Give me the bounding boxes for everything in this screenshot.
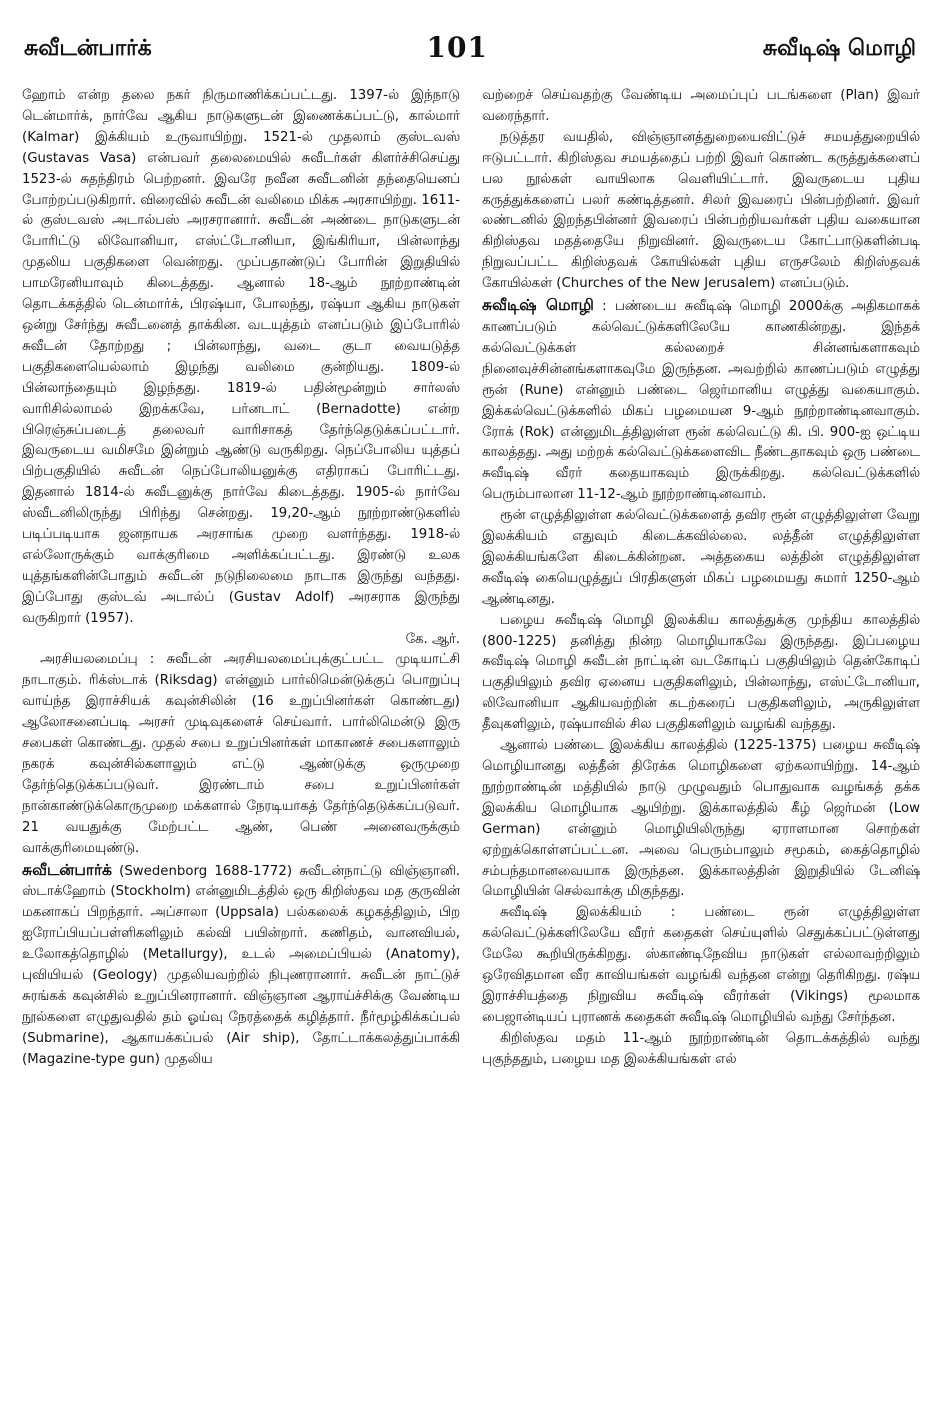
right-paragraph-5: பழைய சுவீடிஷ் மொழி இலக்கிய காலத்துக்கு முந்திய காலத்தில் (800-1225) தனித்து நின்ற மொழியாகவே இருந்தது. இப்பழைய சுவீடிஷ் மொழி சுவீடன் நாட்டின் வடகோடிப் பகுதியிலும் தென்கோடிப் பகுதியிலும் தவிர ஏனைய பகுதிகளிலும், பின்லாந்து, எஸ்ட்டோனியா, லிவோனியா ஆகியவற்றின் கடற்கரைப் பகுதிகளிலும், அருகிலுள்ள தீவுகளிலும், ரஷ்யாவில் சில பகுதிகளிலும் வழங்கி வந்தது. [482, 612, 920, 733]
left-paragraph-swedenborg [22, 860, 460, 1071]
left-column [22, 86, 460, 1071]
right-column [482, 86, 920, 1071]
right-paragraph-2: நடுத்தர வயதில், விஞ்ஞானத்துறையைவிட்டுச் சமயத்துறையில் ஈடுபட்டார். கிறிஸ்தவ சமயத்தைப் பற்றி இவர் கொண்ட கருத்துக்களைப் பல நூல்கள் வாயிலாக வெளியிட்டார். இவருடைய புதிய கருத்துக்களைப் பலர் கண்டித்தனர். சிலர் இவரைப் பின்பற்றினர். இவர் லண்டனில் இறந்தபின்னர் இவரைப் பின்பற்றியவர்கள் புதிய வகையான கிறிஸ்தவ மதத்தையே நிறுவினர். இவருடைய கோட்பாடுகளின்படி நிறுவப்பட்ட கிறிஸ்தவக் கோயில்கள் புதிய எருசலேம் கிறிஸ்தவக் கோயில்கள் (Churches of the New Jerusalem) எனப்படும். [482, 129, 920, 292]
right-paragraph-7: சுவீடிஷ் இலக்கியம் : பண்டை ரூன் எழுத்திலுள்ள கல்வெட்டுக்களிலேயே வீரர் கதைகள் செய்யுளில் செதுக்கப்பட்டுள்ளது மேலே கூறியிருக்கிறது. ஸ்காண்டிநேவிய நாடுகள் எல்லாவற்றிலும் ஒரேவிதமான வீர காவியங்கள் வழங்கி வந்தன என்று தெரிகிறது. ரஷ்ய இராச்சியத்தை நிறுவிய சுவீடிஷ் வீரர்கள் (Vikings) மூலமாக பைஜான்டியப் புராணக் கதைகள் சுவீடிஷ் மொழியில் வந்து சேர்ந்தன. [482, 905, 920, 1025]
right-paragraph-6: ஆனால் பண்டை இலக்கிய காலத்தில் (1225-1375) பழைய சுவீடிஷ் மொழியானது லத்தீன் திரேக்க மொழிகளை ஏற்கலாயிற்று. 14-ஆம் நூற்றாண்டின் மத்தியில் நாடு முழுவதும் பொதுவாக வழங்கத் தக்க இலக்கிய மொழியாக ஆயிற்று. இக்காலத்தில் கீழ் ஜெர்மன் (Low German) என்னும் மொழியிலிருந்து ஏராளமான சொற்கள் ஏற்றுக்கொள்ளப்பட்டன. அவை பெரும்பாலும் சமூகம், கைத்தொழில் சம்பந்தமானவையாக இருந்தன. இக்காலத்தின் இறுதியில் டேனிஷ் மொழியின் செல்வாக்கு மிகுந்தது. [482, 738, 920, 900]
right-paragraph-4: ரூன் எழுத்திலுள்ள கல்வெட்டுக்களைத் தவிர ரூன் எழுத்திலுள்ள வேறு இலக்கியம் எதுவும் கிடைக்கவில்லை. லத்தீன் எழுத்திலுள்ள இலக்கியங்களே கிடைக்கின்றன. அத்தகைய லத்தின் எழுத்திலுள்ள சுவீடிஷ் கையெழுத்துப் பிரதிகளுள் மிகப் பழமையது சுமார் 1250-ஆம் ஆண்டினது. [482, 508, 920, 607]
running-head-left: சுவீடன்பார்க் [24, 36, 152, 61]
running-head-right: சுவீடிஷ் மொழி [762, 36, 916, 61]
history-text: ஹோம் என்ற தலை நகர் நிருமாணிக்கப்பட்டது. 1397-ல் இந்நாடு டென்மார்க், நார்வே ஆகிய நாடுகளுடன் இணைக்கப்பட்டு, கால்மார் (Kalmar) இக்கியம் உருவாயிற்று. 1521-ல் முதலாம் குஸ்டவஸ் (Gustavas Vasa) என்பவர் தலைமையில் சுவீடர்கள் கிளர்ச்சிசெய்து 1523-ல் சுதந்திரம் பெற்றனர். இவரே நவீன சுவீடனின் தந்தையெனப் போற்றப்படுகிறார். விரைவில் சுவீடன் வலிமை மிக்க அரசாயிற்று. 1611-ல் குஸ்டவஸ் அடால்பஸ் அரசரானார். சுவீடன் அண்டை நாடுகளுடன் போரிட்டு லிவோனியா, எஸ்ட்டோனியா, இங்கிரியா, பின்லாந்து முதலிய பகுதிகளை வென்றது. முப்பதாண்டுப் போரின் இறுதியில் பாமரேனியாவும் கிடைத்தது. ஆனால் 18-ஆம் நூற்றாண்டின் தொடக்கத்தில் டென்மார்க், பிரஷ்யா, போலந்து, ரஷ்யா ஆகிய நாடுகள் ஒன்று சேர்ந்து சுவீடனைத் தாக்கின. வடயுத்தம் எனப்படும் இப்போரில் சுவீடன் தோற்றது ; பின்லாந்து, வடை குடா வையடுத்த பகுதிகளையெல்லாம் இழந்து வலிமை குன்றியது. 1809-ல் பின்லாந்தையும் இழந்தது. 1819-ல் பதின்மூன்றும் சார்லஸ் வாரிசில்லாமல் இறக்கவே, பர்னடாட் (Bernadotte) என்ற பிரெஞ்சுப்படைத் தலைவர் வாரிசாகத் தேர்ந்தெடுக்கப்பட்டார். இவருடைய வமிசமே இன்றும் ஆண்டு வருகிறது. நெப்போலிய யுத்தப் பிற்பகுதியில் சுவீடன் நெப்போலியனுக்கு எதிராகப் போரிட்டது. இதனால் 1814-ல் சுவீடனுக்கு நார்வே கிடைத்தது. 1905-ல் நார்வே ஸ்வீடனிலிருந்து பிரிந்து சென்றது. 19,20-ஆம் நூற்றாண்டுகளில் படிப்படியாக ஜனநாயக அரசாங்க முறை வளர்ந்தது. 1918-ல் எல்லோருக்கும் வாக்குரிமை அளிக்கப்பட்டது. இரண்டு உலக யுத்தங்களின்போதும் சுவீடன் நடுநிலைமை நாடாக இருந்து வந்தது. இப்போது குஸ்டவ் அடால்ப் (Gustav Adolf) அரசராக இருந்து வருகிறார் (1957). [22, 88, 460, 626]
author-initials: கே. ஆர். [405, 631, 460, 647]
swedenborg-text: (Swedenborg 1688-1772) சுவீடன்நாட்டு விஞ்ஞானி. ஸ்டாக்ஹோம் (Stockholm) என்னுமிடத்தில் ஒரு கிறிஸ்தவ மத குருவின் மகனாகப் பிறந்தார். அப்சாலா (Uppsala) பல்கலைக் கழகத்திலும், பிற ஐரோப்பியப்பள்ளிகளிலும் கல்வி பயின்றார். கணிதம், வானவியல், உலோகத்தொழில் (Metallurgy), உடல் அமைப்பியல் (Anatomy), புவியியல் (Geology) முதலியவற்றில் நிபுணரானார். சுவீடன் நாட்டுச் சுரங்கக் கவுன்சில் உறுப்பினரானார். விஞ்ஞான ஆராய்ச்சிக்கு வேண்டிய நூல்களை எழுதுவதில் தம் ஓய்வு நேரத்தைக் கழித்தார். நீர்மூழ்கிக்கப்பல் (Submarine), ஆகாயக்கப்பல் (Air ship), தோட்டாக்கலத்துப்பாக்கி (Magazine-type gun) முதலிய [22, 863, 460, 1067]
right-paragraph-swedish-language [482, 295, 920, 506]
right-paragraph-8: கிறிஸ்தவ மதம் 11-ஆம் நூற்றாண்டின் தொடக்கத்தில் வந்து புகுந்ததும், பழைய மத இலக்கியங்கள் எல் [482, 1030, 920, 1067]
page-header [24, 28, 916, 64]
entry-heading-swedenborg: சுவீடன்பார்க் [22, 860, 112, 879]
left-paragraph-constitution: அரசியலமைப்பு : சுவீடன் அரசியலமைப்புக்குட்பட்ட முடியாட்சி நாடாகும். ரிக்ஸ்டாக் (Riksdag) என்னும் பார்லிமென்டுக்குப் பொறுப்பு வாய்ந்த இராச்சியக் கவுன்சிலின் (16 உறுப்பினர்கள் கொண்டது) ஆலோசனைப்படி அரசர் முடிவுகளைச் செய்வார். பார்லிமென்டு இரு சபைகள் கொண்டது. முதல் சபை உறுப்பினர்கள் மாகாணச் சபைகளாலும் நகரக் கவுன்சில்களாலும் எட்டு ஆண்டுக்கு ஒருமுறை தேர்ந்தெடுக்கப்படுவர். இரண்டாம் சபை உறுப்பினர்கள் நான்காண்டுக்கொருமுறை மக்களால் நேரடியாகத் தேர்ந்தெடுக்கப்படுவர். 21 வயதுக்கு மேற்பட்ட ஆண், பெண் அனைவருக்கும் வாக்குரிமையுண்டு. [22, 652, 460, 856]
swedish-language-text: : பண்டைய சுவீடிஷ் மொழி 2000க்கு அதிகமாகக் காணப்படும் கல்வெட்டுக்களிலேயே காணகின்றது. இந்தக் கல்வெட்டுக்கள் கல்லறைச் சின்னங்களாகவும் நினைவுச்சின்னங்களாகவுமே இருந்தன. அவற்றில் காணப்படும் எழுத்து ரூன் (Rune) என்னும் பண்டை ஜெர்மானிய எழுத்து வகையாகும். இக்கல்வெட்டுக்களில் மிகப் பழமையன 9-ஆம் நூற்றாண்டினவாகும். ரோக் (Rok) என்னுமிடத்திலுள்ள ரூன் கல்வெட்டு கி. பி. 900-ஐ ஒட்டிய காலத்தது. அது மற்றக் கல்வெட்டுக்களைவிட நீண்டதாகவும் ஒரு பண்டை சுவீடிஷ் வீரர் கதையாகவும் இருக்கிறது. கல்வெட்டுக்களில் பெரும்பாலான 11-12-ஆம் நூற்றாண்டினவாம். [482, 299, 920, 503]
page-number: 101 [426, 31, 488, 64]
entry-heading-swedish-language: சுவீடிஷ் மொழி [482, 296, 594, 315]
left-paragraph-history [22, 86, 460, 650]
right-paragraph-1: வற்றைச் செய்வதற்கு வேண்டிய அமைப்புப் படங்களை (Plan) இவர் வரைந்தார். [482, 88, 920, 124]
